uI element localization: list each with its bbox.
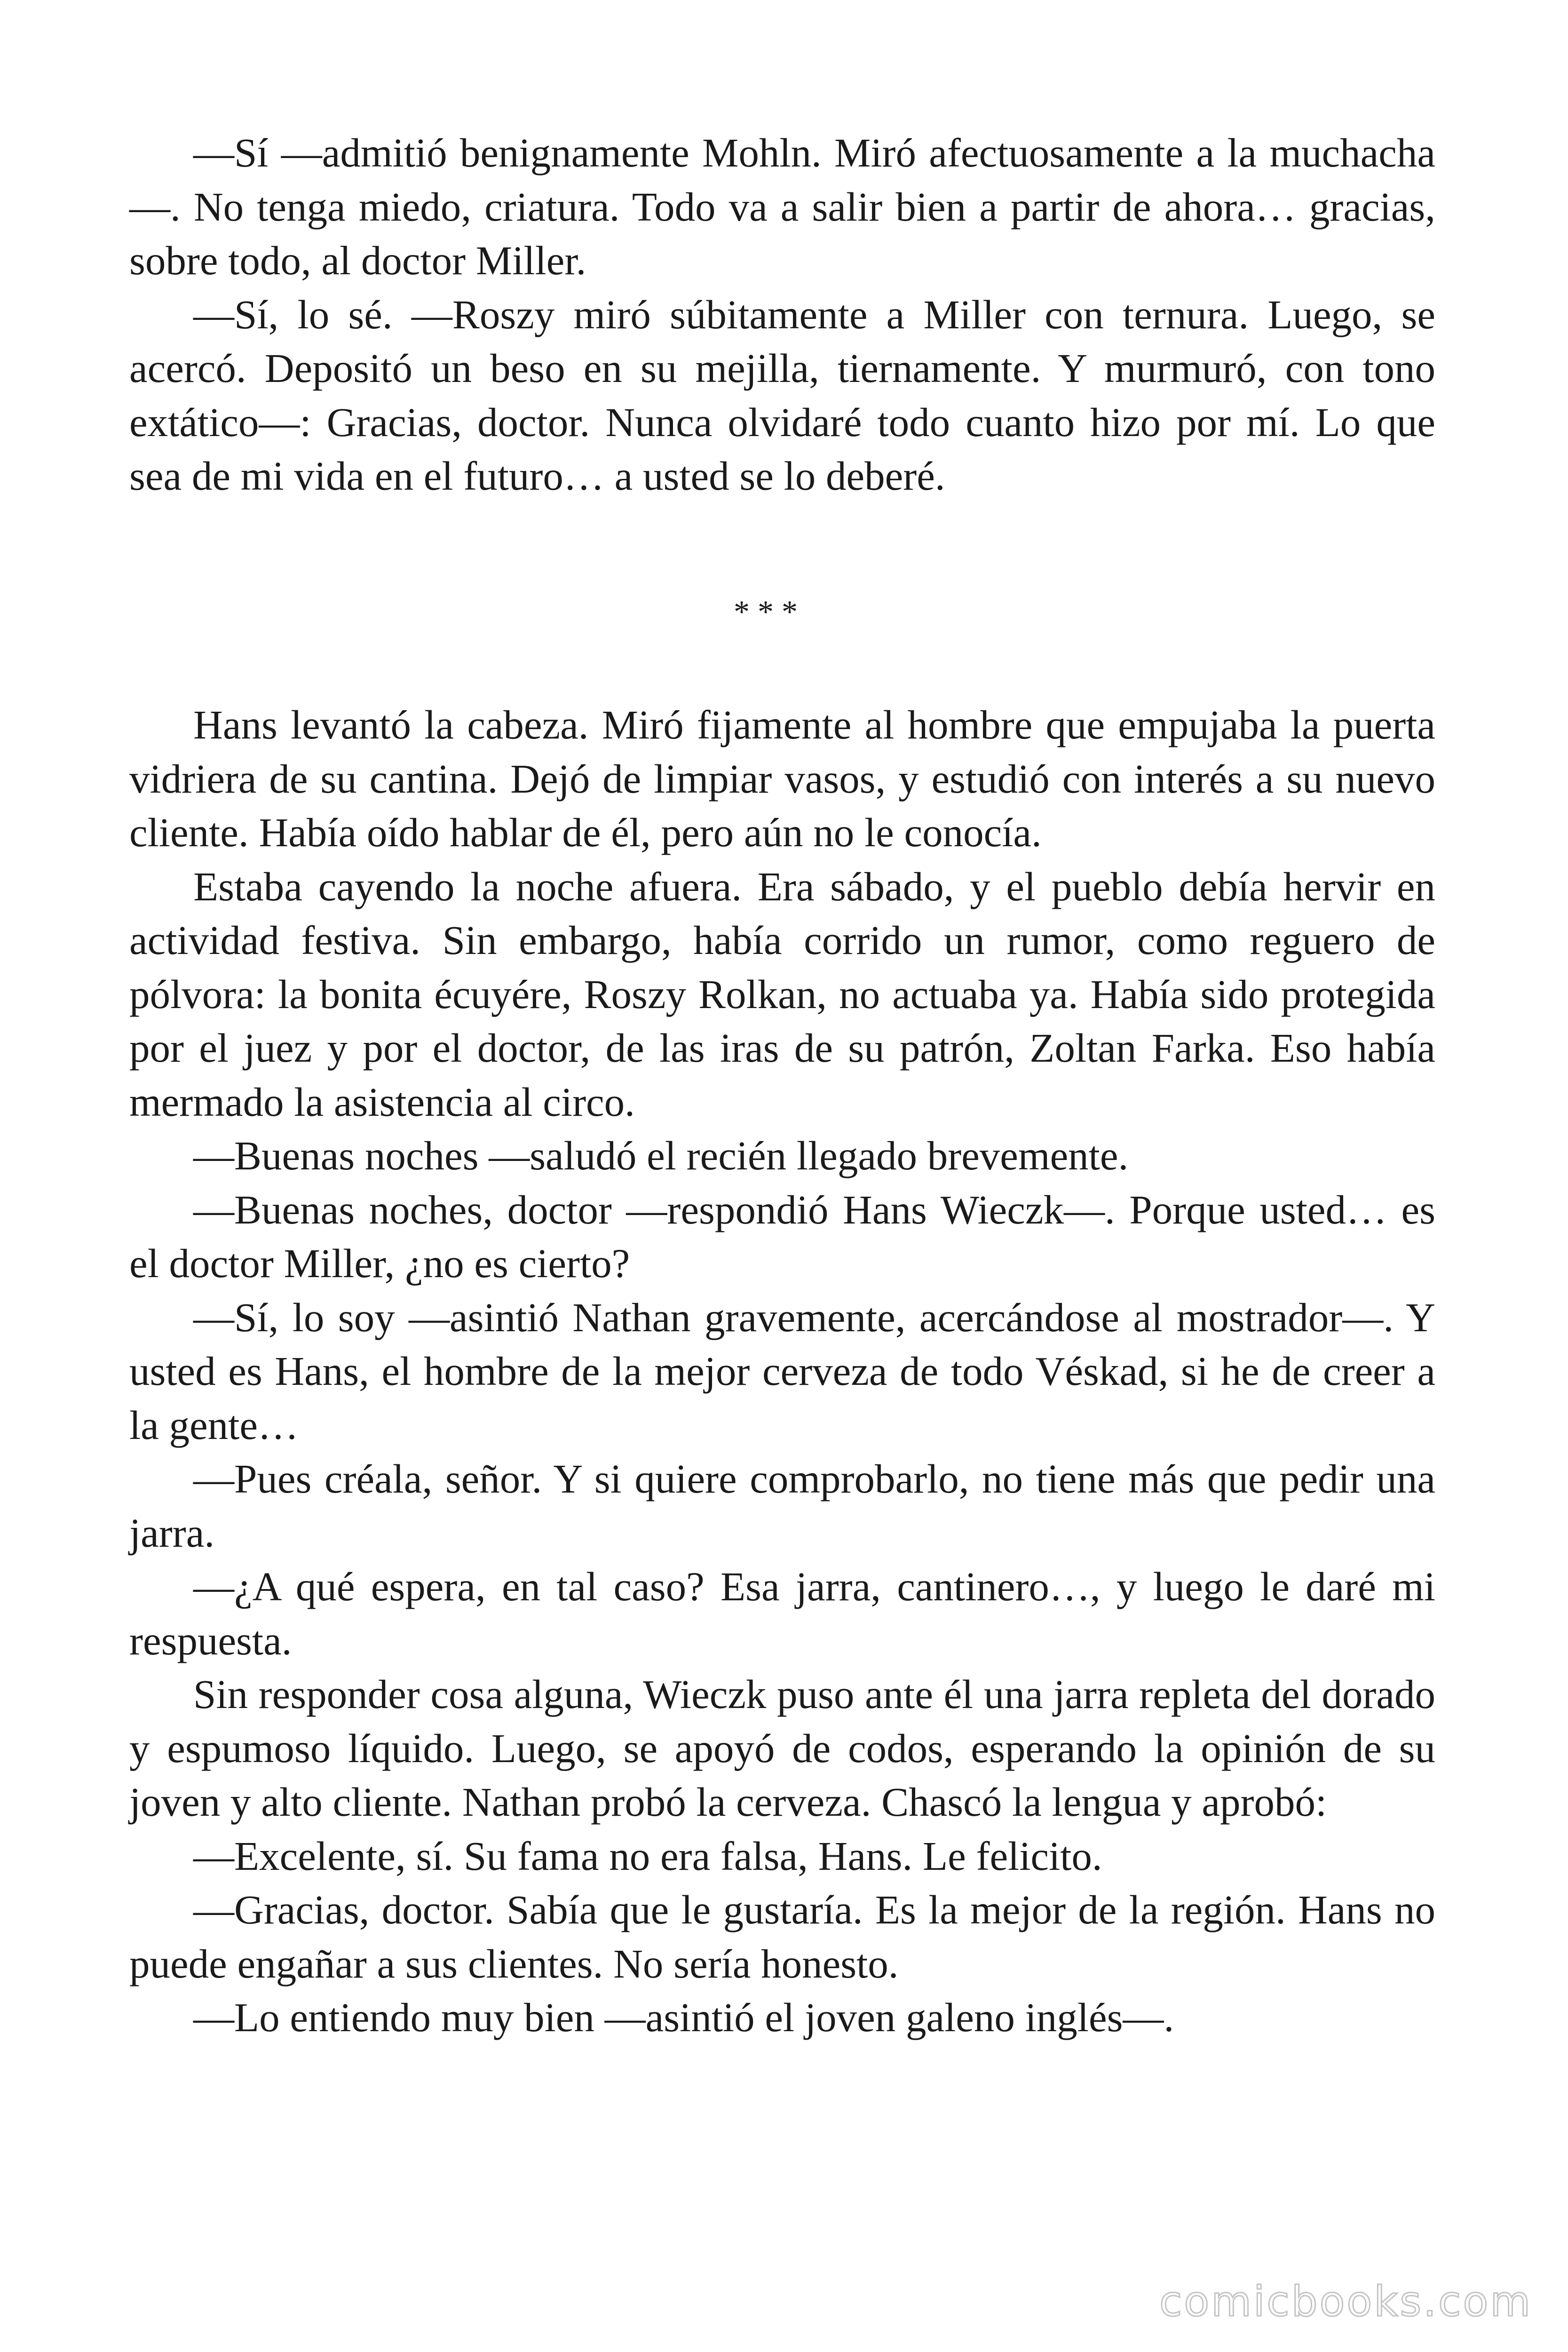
paragraph: —Gracias, doctor. Sabía que le gustaría. Es la mejor de la región. Hans no puede engañar a sus clientes. No sería honesto. [129, 1887, 1435, 1986]
paragraph: —¿A qué espera, en tal caso? Esa jarra, cantinero…, y luego le daré mi respuesta. [129, 1564, 1435, 1663]
scene-break: * * * [734, 594, 798, 629]
text-block-bottom [129, 698, 1435, 2045]
paragraph: —Pues créala, señor. Y si quiere comprobarlo, no tiene más que pedir una jarra. [129, 1456, 1435, 1556]
paragraph: —Sí, lo soy —asintió Nathan gravemente, acercándose al mostrador—. Y usted es Hans, el hombre de la mejor cerveza de todo Véskad, si he de creer a la gente… [129, 1294, 1435, 1448]
paragraph: —Sí —admitió benignamente Mohln. Miró afectuosamente a la muchacha—. No tenga miedo, criatura. Todo va a salir bien a partir de ahora… gracias, sobre todo, al doctor Miller. [129, 130, 1435, 283]
paragraph: —Buenas noches, doctor —respondió Hans Wieczk—. Porque usted… es el doctor Miller, ¿no es cierto? [129, 1186, 1435, 1286]
paragraph: Sin responder cosa alguna, Wieczk puso ante él una jarra repleta del dorado y espumoso líquido. Luego, se apoyó de codos, esperando la opinión de su joven y alto cliente. Nathan probó la cerveza. Chascó la lengua y aprobó: [129, 1671, 1435, 1825]
paragraph: —Buenas noches —saludó el recién llegado brevemente. [193, 1133, 1129, 1178]
paragraph: —Sí, lo sé. —Roszy miró súbitamente a Miller con ternura. Luego, se acercó. Depositó un beso en su mejilla, tiernamente. Y murmuró, con tono extático—: Gracias, doctor. Nunca olvidaré todo cuanto hizo por mí. Lo que sea de mi vida en el futuro… a usted se lo deberé. [129, 291, 1435, 499]
watermark: comicbooks.com [1159, 2277, 1533, 2326]
paragraph: Estaba cayendo la noche afuera. Era sábado, y el pueblo debía hervir en actividad festiva. Sin embargo, había corrido un rumor, como reguero de pólvora: la bonita écuyére, Roszy Rolkan, no actuaba ya. Había sido protegida por el juez y por el doctor, de las iras de su patrón, Zoltan Farka. Eso había mermado la asistencia al circo. [129, 863, 1435, 1125]
text-block-top [129, 126, 1435, 503]
paragraph: —Lo entiendo muy bien —asintió el joven galeno inglés—. [193, 1994, 1174, 2040]
paragraph: —Excelente, sí. Su fama no era falsa, Hans. Le felicito. [193, 1833, 1102, 1879]
paragraph: Hans levantó la cabeza. Miró fijamente al hombre que empujaba la puerta vidriera de su cantina. Dejó de limpiar vasos, y estudió con interés a su nuevo cliente. Había oído hablar de él, pero aún no le conocía. [129, 702, 1435, 855]
